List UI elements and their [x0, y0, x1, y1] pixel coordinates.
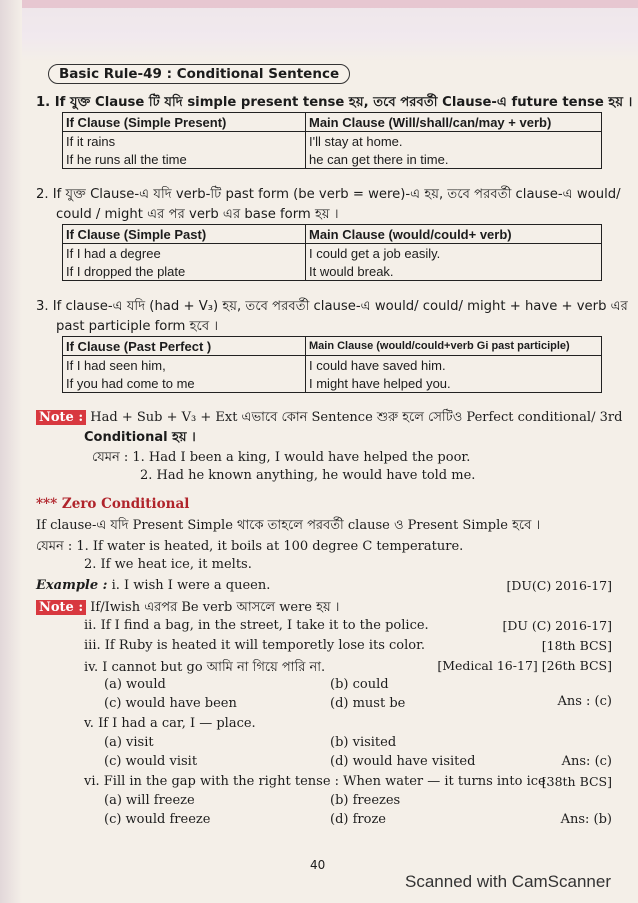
source-tag: [DU (C) 2016-17]	[502, 618, 612, 633]
note-badge: Note :	[36, 600, 86, 615]
rule2-cell: If I had a degree	[63, 244, 306, 263]
rule3-table	[62, 336, 602, 393]
rule3-th-if: If Clause (Past Perfect )	[63, 337, 306, 356]
option: (c) would visit	[104, 754, 198, 769]
rule2-text-2: could / might এর পর verb এর base form হয় ।	[56, 207, 339, 222]
option: (a) visit	[104, 735, 154, 750]
answer: Ans: (b)	[560, 812, 612, 827]
option: (c) would have been	[104, 696, 237, 711]
page-number: 40	[310, 858, 326, 872]
question-6: vi. Fill in the gap with the right tense : When water — it turns into ice.	[84, 774, 550, 789]
question-4: iv. I cannot but go আমি না গিয়ে পারি না.	[84, 660, 326, 675]
note-badge: Note :	[36, 410, 86, 425]
option: (b) visited	[330, 735, 397, 750]
zero-conditional-title: *** Zero Conditional	[36, 496, 190, 512]
source-tag: [Medical 16-17] [26th BCS]	[437, 658, 612, 673]
option: (a) will freeze	[104, 793, 195, 808]
rule1-text: 1. If যুক্ত Clause টি যদি simple present tense হয়, তবে পরবর্তী Clause-এ future tense হয় ।	[36, 95, 633, 110]
rule3-text-2: past participle form হবে ।	[56, 319, 219, 334]
rule1-cell: If he runs all the time	[63, 150, 306, 169]
page-top-band	[0, 0, 638, 62]
rule1-cell: he can get there in time.	[306, 150, 602, 169]
page-left-shadow	[0, 0, 22, 903]
rule2-th-main: Main Clause (would/could+ verb)	[306, 225, 602, 244]
rule2-cell: I could get a job easily.	[306, 244, 602, 263]
zero-example-2: 2. If we heat ice, it melts.	[84, 557, 252, 572]
option: (d) would have visited	[330, 754, 476, 769]
rule3-cell: If you had come to me	[63, 374, 306, 393]
source-tag: [38th BCS]	[541, 774, 612, 789]
option: (d) must be	[330, 696, 406, 711]
rule3-cell: If I had seen him,	[63, 356, 306, 375]
scanner-watermark: Scanned with CamScanner	[405, 872, 612, 891]
example-label: Example :	[36, 578, 108, 593]
option: (c) would freeze	[104, 812, 211, 827]
zero-conditional-rule: If clause-এ যদি Present Simple থাকে তাহলে পরবর্তী clause ও Present Simple হবে ।	[36, 518, 541, 533]
option: (d) froze	[330, 812, 386, 827]
example-text: i. I wish I were a queen.	[111, 578, 271, 593]
note1-text: Had + Sub + V₃ + Ext এভাবে কোন Sentence শুরু হলে সেটিও Perfect conditional/ 3rd	[90, 410, 623, 425]
rule3-cell: I could have saved him.	[306, 356, 602, 375]
note1-example-2: 2. Had he known anything, he would have told me.	[140, 468, 476, 483]
note1-text-2: Conditional হয় ।	[84, 430, 196, 445]
rule-header: Basic Rule-49 : Conditional Sentence	[48, 64, 350, 84]
rule1-cell: I'll stay at home.	[306, 132, 602, 151]
answer: Ans: (c)	[561, 754, 612, 769]
rule1-cell: If it rains	[63, 132, 306, 151]
rule1-th-main: Main Clause (Will/shall/can/may + verb)	[306, 113, 602, 132]
question-5: v. If I had a car, I — place.	[84, 716, 256, 731]
rule1-table	[62, 112, 602, 169]
question-3: iii. If Ruby is heated it will temporetly lose its color.	[84, 638, 426, 653]
rule2-th-if: If Clause (Simple Past)	[63, 225, 306, 244]
source-tag: [18th BCS]	[541, 638, 612, 653]
rule3-th-main: Main Clause (would/could+verb Gi past participle)	[306, 337, 602, 356]
rule2-table	[62, 224, 602, 281]
note1-example-1: যেমন : 1. Had I been a king, I would have helped the poor.	[92, 450, 471, 465]
note2-text: If/Iwish এরপর Be verb আসলে were হয় ।	[90, 600, 340, 615]
answer: Ans : (c)	[557, 694, 612, 709]
rule1-th-if: If Clause (Simple Present)	[63, 113, 306, 132]
rule2-text-1: 2. If যুক্ত Clause-এ যদি verb-টি past form (be verb = were)-এ হয়, তবে পরবর্তী clause-এ would/	[36, 187, 621, 202]
question-2: ii. If I find a bag, in the street, I take it to the police.	[84, 618, 429, 633]
rule3-text-1: 3. If clause-এ যদি (had + V₃) হয়, তবে পরবর্তী clause-এ would/ could/ might + have + verb এর	[36, 299, 628, 314]
source-tag: [DU(C) 2016-17]	[506, 578, 612, 593]
rule2-cell: It would break.	[306, 262, 602, 281]
option: (b) freezes	[330, 793, 401, 808]
zero-example-1: যেমন : 1. If water is heated, it boils at 100 degree C temperature.	[36, 539, 464, 554]
rule3-cell: I might have helped you.	[306, 374, 602, 393]
option: (b) could	[330, 677, 389, 692]
rule2-cell: If I dropped the plate	[63, 262, 306, 281]
page-top-stripe	[0, 0, 638, 8]
option: (a) would	[104, 677, 166, 692]
